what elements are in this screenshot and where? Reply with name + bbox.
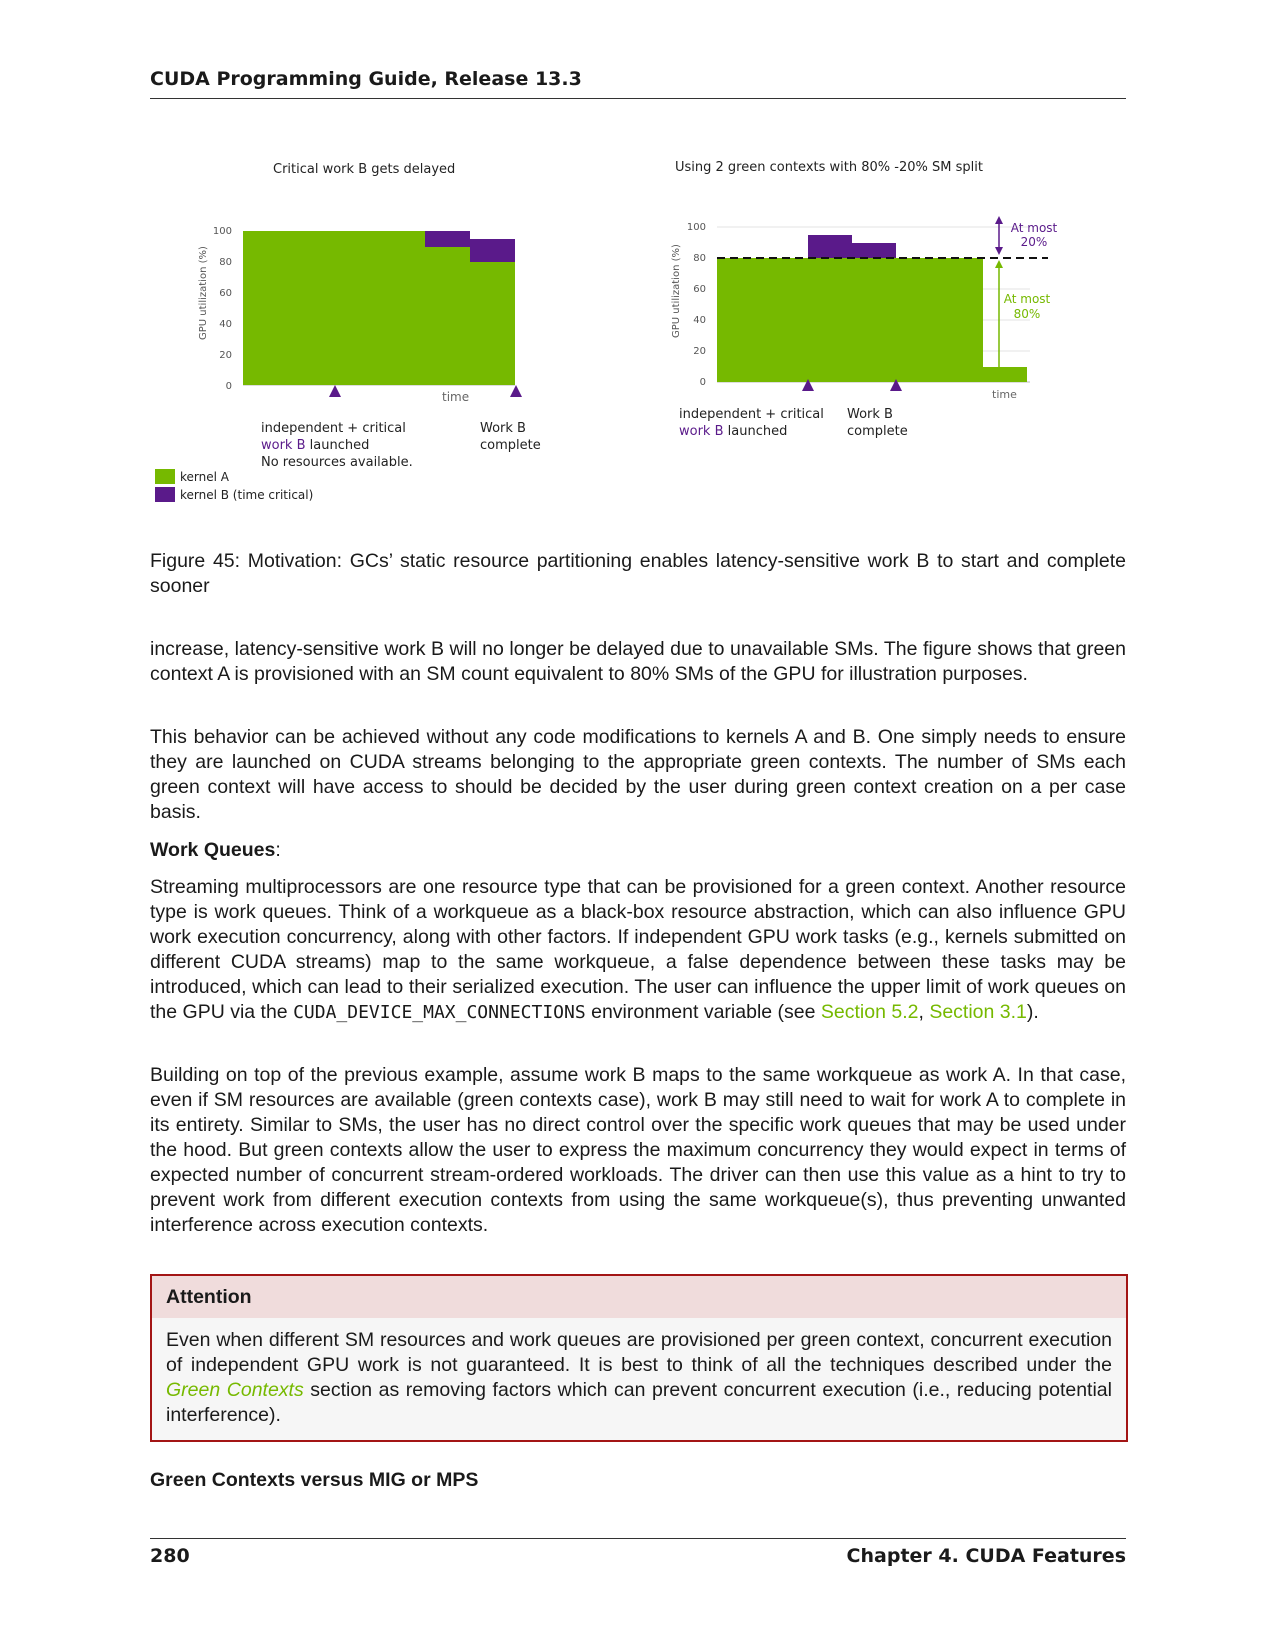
right-ytick-40: 40	[693, 315, 706, 326]
right-ytick-100: 100	[686, 222, 706, 233]
right-annotation-launch-line1: independent + critical	[679, 407, 824, 422]
left-ytick-0: 0	[225, 381, 232, 392]
legend-kernel-a-label: kernel A	[180, 470, 229, 484]
left-ytick-40: 40	[219, 319, 232, 330]
right-ytick-80: 80	[693, 253, 706, 264]
green-contexts-link[interactable]: Green Contexts	[166, 1379, 304, 1401]
figure-45	[150, 150, 1126, 530]
at-most-80-label-line2: 80%	[1013, 307, 1041, 321]
right-ytick-0: 0	[699, 377, 706, 388]
header-divider	[150, 98, 1126, 99]
at-most-20-label-line2: 20%	[1020, 235, 1048, 249]
left-ytick-100: 100	[212, 226, 232, 237]
work-queues-label: Work Queues	[150, 839, 276, 861]
left-kernel-a-block-1	[243, 231, 425, 385]
chapter-title: Chapter 4. CUDA Features	[846, 1545, 1126, 1567]
left-annotation-launch-line2: work B launched	[261, 438, 370, 453]
env-var-code: CUDA_DEVICE_MAX_CONNECTIONS	[293, 1002, 586, 1023]
at-most-80-label-line1: At most	[1003, 292, 1051, 306]
right-chart-title: Using 2 green contexts with 80% -20% SM split	[675, 160, 983, 175]
left-launch-marker	[329, 385, 341, 397]
left-ytick-60: 60	[219, 288, 232, 299]
left-kernel-a-block-2	[425, 247, 470, 385]
left-annotation-launch-line1: independent + critical	[261, 421, 406, 436]
left-ytick-80: 80	[219, 257, 232, 268]
legend-kernel-b-label: kernel B (time critical)	[180, 488, 314, 502]
attention-title: Attention	[152, 1276, 1126, 1318]
right-chart-ylabel: GPU utilization (%)	[671, 244, 682, 338]
right-kernel-b-block-2	[852, 243, 896, 258]
right-kernel-b-block-1	[808, 235, 852, 258]
right-annotation-complete-line2: complete	[847, 424, 908, 439]
work-queues-heading: Work Queues:	[150, 839, 281, 861]
right-kernel-a-block-1	[717, 258, 983, 382]
attention-admonition	[150, 1274, 1128, 1442]
paragraph-2: This behavior can be achieved without any code modifications to kernels A and B. One simply needs to ensure they are launched on CUDA streams belonging to the appropriate green contexts. The number of SMs each green context will have access to should be decided by the user during green context creation on a per case basis.	[150, 726, 1126, 823]
at-most-20-arrow	[995, 216, 1003, 255]
right-kernel-a-block-2	[983, 367, 1027, 382]
section-heading: Green Contexts versus MIG or MPS	[150, 1469, 479, 1491]
page-number: 280	[150, 1545, 190, 1567]
left-annotation-complete-line1: Work B	[480, 421, 526, 436]
legend-kernel-a-swatch	[155, 469, 175, 484]
paragraph-1: increase, latency-sensitive work B will no longer be delayed due to unavailable SMs. The figure shows that green context A is provisioned with an SM count equivalent to 80% SMs of the GPU for illustration purposes.	[150, 638, 1126, 685]
footer-divider	[150, 1538, 1126, 1539]
right-annotation-complete-line1: Work B	[847, 407, 893, 422]
right-ytick-60: 60	[693, 284, 706, 295]
section-3-1-link[interactable]: Section 3.1	[929, 1001, 1027, 1023]
left-chart-title: Critical work B gets delayed	[273, 162, 456, 177]
left-annotation-launch-line3: No resources available.	[261, 455, 413, 470]
right-chart-xlabel: time	[992, 388, 1017, 401]
section-5-2-link[interactable]: Section 5.2	[820, 1001, 919, 1023]
legend-kernel-b-swatch	[155, 487, 175, 502]
page-header-title: CUDA Programming Guide, Release 13.3	[150, 68, 582, 90]
paragraph-3: Streaming multiprocessors are one resource type that can be provisioned for a green context. Another resource type is work queues. Think of a workqueue as a black-box resource abstraction, which can also influence GPU work execution concurrency, along with other factors. If independent GPU work tasks (e.g., kernels submitted on different CUDA streams) map to the same workqueue, a false dependence between these tasks may be introduced, which can lead to their serialized execution. The user can influence the upper limit of work queues on the GPU via the CUDA_DEVICE_MAX_CONNECTIONS environment variable (see Section 5.2, Section 3.1).	[150, 876, 1126, 1023]
figure-caption: Figure 45: Motivation: GCs’ static resource partitioning enables latency-sensitive work B to start and complete sooner	[150, 550, 1126, 597]
attention-body: Even when different SM resources and work queues are provisioned per green context, concurrent execution of independent GPU work is not guaranteed. It is best to think of all the techniques described under the Green Contexts section as removing factors which can prevent concurrent execution (i.e., reducing potential interference).	[166, 1329, 1112, 1426]
paragraph-4: Building on top of the previous example, assume work B maps to the same workqueue as work A. In that case, even if SM resources are available (green contexts case), work B may still need to wait for work A to complete in its entirety. Similar to SMs, the user has no direct control over the specific work queues that may be used under the hood. But green contexts allow the user to express the maximum concurrency they would expect in terms of expected number of concurrent stream-ordered workloads. The driver can then use this value as a hint to try to prevent work from different execution contexts from using the same workqueue(s), thus preventing unwanted interference across execution contexts.	[150, 1064, 1126, 1236]
left-chart-ylabel: GPU utilization (%)	[198, 246, 209, 340]
right-annotation-launch-line2: work B launched	[679, 424, 788, 439]
left-ytick-20: 20	[219, 350, 232, 361]
left-kernel-b-block-2	[470, 239, 515, 262]
at-most-20-label-line1: At most	[1010, 221, 1058, 235]
right-ytick-20: 20	[693, 346, 706, 357]
left-annotation-complete-line2: complete	[480, 438, 541, 453]
left-kernel-b-block-1	[425, 231, 470, 247]
left-complete-marker	[510, 385, 522, 397]
left-kernel-a-block-3	[470, 262, 515, 385]
left-chart-xlabel: time	[442, 390, 470, 404]
figure-svg	[150, 150, 1126, 530]
